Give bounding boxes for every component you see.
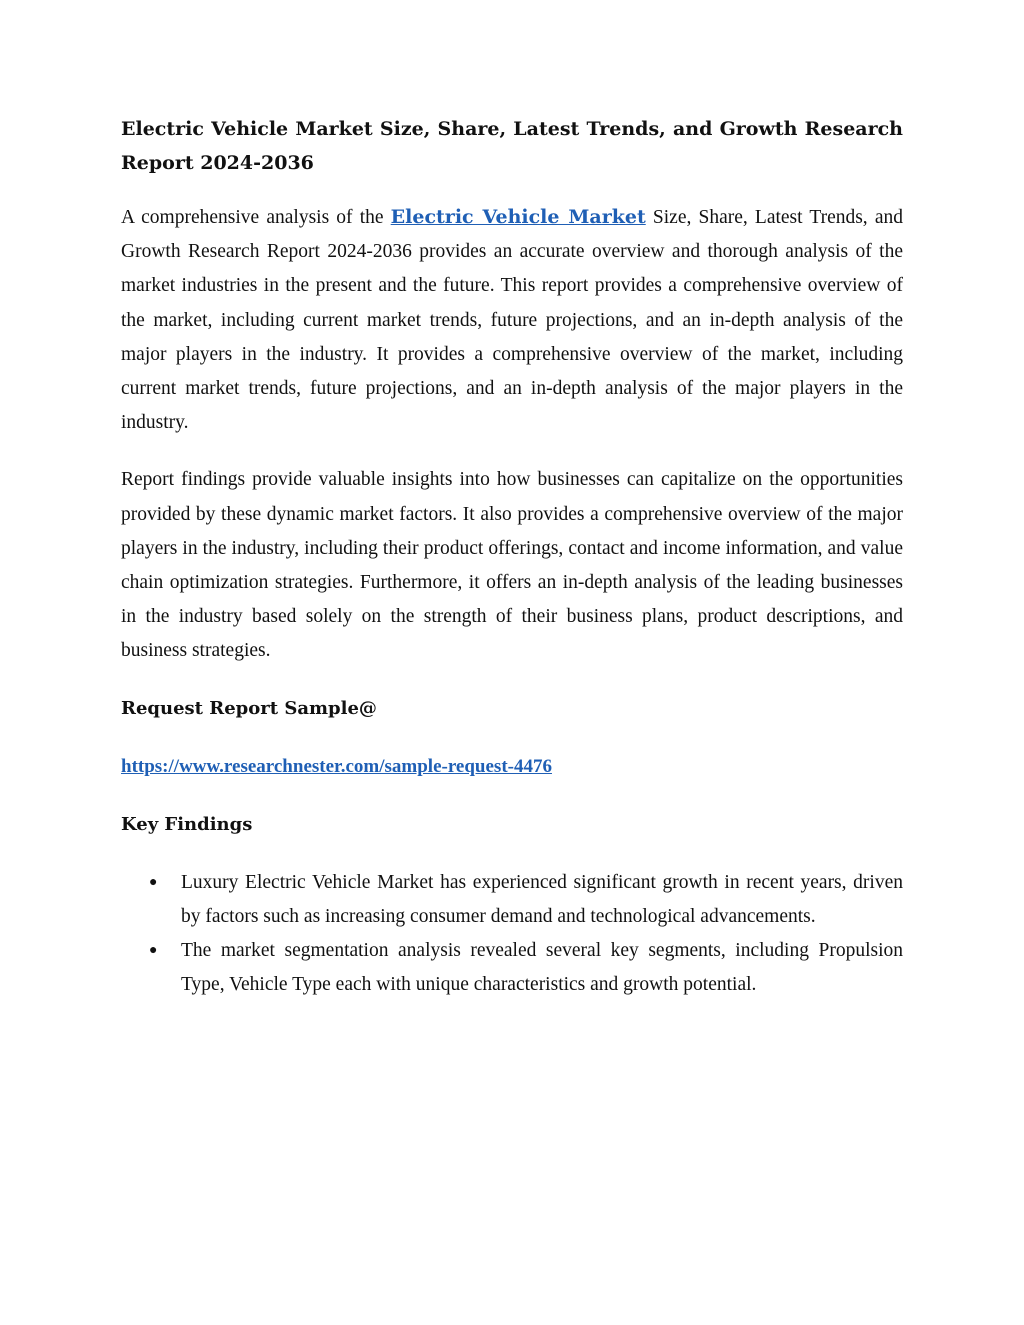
intro-text-start: A comprehensive analysis of the [121, 207, 391, 228]
key-findings-heading: Key Findings [121, 813, 253, 835]
bullet-icon: ● [149, 874, 158, 890]
document-title: Electric Vehicle Market Size, Share, Latest Trends, and Growth Research Report 2024-2036 [121, 118, 903, 174]
key-finding-text: Luxury Electric Vehicle Market has experienced significant growth in recent years, driven by factors such as increasing consumer demand and technological advancements. [181, 871, 903, 927]
request-sample-heading: Request Report Sample@ [121, 697, 377, 719]
sample-request-link[interactable]: https://www.researchnester.com/sample-request-4476 [121, 755, 552, 777]
intro-paragraph [121, 200, 903, 440]
key-findings-list [121, 866, 903, 1003]
intro-text-end: Size, Share, Latest Trends, and Growth Research Report 2024-2036 provides an accurate overview and thorough analysis of the market industries in the present and the future. This report provides a comprehensive overview of the market, including current market trends, future projections, and an in-depth analysis of the major players in the industry. It provides a comprehensive overview of the market, including current market trends, future projections, and an in-depth analysis of the major players in the industry. [121, 207, 903, 434]
list-item [121, 866, 903, 934]
key-finding-text: The market segmentation analysis revealed several key segments, including Propulsion Type, Vehicle Type each with unique characteristics and growth potential. [181, 940, 903, 996]
findings-paragraph: Report findings provide valuable insights into how businesses can capitalize on the opportunities provided by these dynamic market factors. It also provides a comprehensive overview of the major players in the industry, including their product offerings, contact and income information, and value chain optimization strategies. Furthermore, it offers an in-depth analysis of the leading businesses in the industry based solely on the strength of their business plans, product descriptions, and business strategies. [121, 469, 903, 662]
list-item [121, 934, 903, 1002]
bullet-icon: ● [149, 943, 158, 959]
electric-vehicle-market-link[interactable]: Electric Vehicle Market [390, 206, 646, 228]
document-page [121, 112, 903, 1002]
